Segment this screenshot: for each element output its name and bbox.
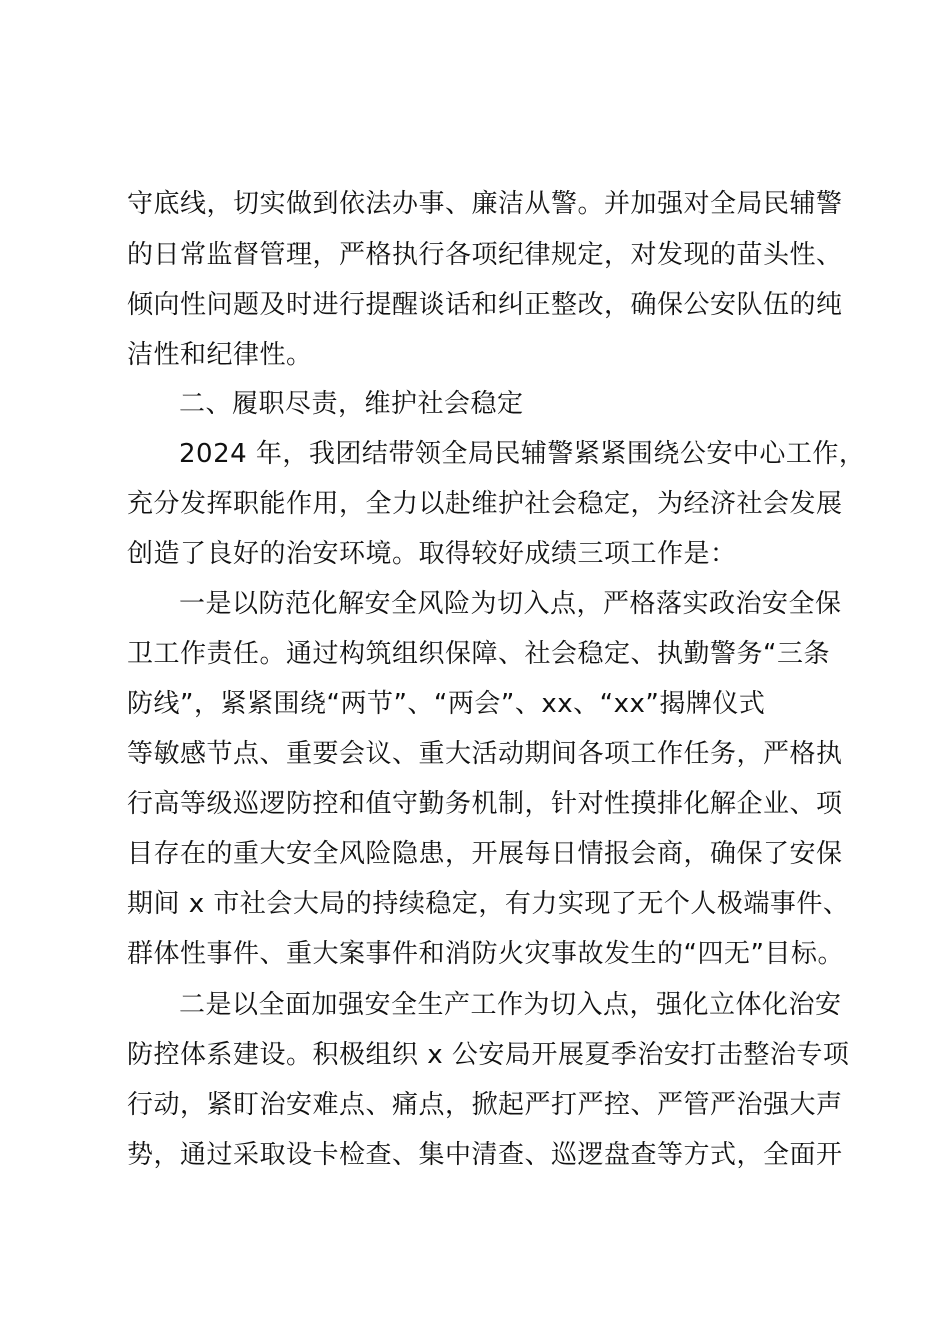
paragraph-line: 行高等级巡逻防控和值守勤务机制，针对性摸排化解企业、项 — [127, 789, 843, 819]
paragraph-line: 洁性和纪律性。 — [127, 340, 313, 370]
paragraph-line: 期间 x 市社会大局的持续稳定，有力实现了无个人极端事件、 — [127, 889, 850, 919]
paragraph-line: 2024 年，我团结带领全局民辅警紧紧围绕公安中心工作， — [179, 439, 866, 469]
paragraph-line: 创造了良好的治安环境。取得较好成绩三项工作是： — [127, 539, 737, 569]
paragraph-line: 守底线，切实做到依法办事、廉洁从警。并加强对全局民辅警 — [127, 189, 843, 219]
paragraph-line: 卫工作责任。通过构筑组织保障、社会稳定、执勤警务“三条 — [127, 639, 830, 669]
paragraph-line: 一是以防范化解安全风险为切入点，严格落实政治安全保 — [179, 589, 842, 619]
paragraph-line: 等敏感节点、重要会议、重大活动期间各项工作任务，严格执 — [127, 739, 843, 769]
section-heading: 二、履职尽责，维护社会稳定 — [179, 389, 524, 419]
paragraph-line: 的日常监督管理，严格执行各项纪律规定，对发现的苗头性、 — [127, 240, 843, 270]
paragraph-line: 充分发挥职能作用，全力以赴维护社会稳定，为经济社会发展 — [127, 489, 843, 519]
paragraph-line: 目存在的重大安全风险隐患，开展每日情报会商，确保了安保 — [127, 839, 843, 869]
paragraph-line: 防控体系建设。积极组织 x 公安局开展夏季治安打击整治专项 — [127, 1040, 850, 1070]
paragraph-line: 防线”，紧紧围绕“两节”、“两会”、xx、“xx”揭牌仪式 — [127, 689, 766, 719]
paragraph-line: 群体性事件、重大案事件和消防火灾事故发生的“四无”目标。 — [127, 939, 844, 969]
paragraph-line: 二是以全面加强安全生产工作为切入点，强化立体化治安 — [179, 990, 842, 1020]
paragraph-line: 倾向性问题及时进行提醒谈话和纠正整改，确保公安队伍的纯 — [127, 290, 843, 320]
paragraph-line: 行动，紧盯治安难点、痛点，掀起严打严控、严管严治强大声 — [127, 1090, 843, 1120]
paragraph-line: 势，通过采取设卡检查、集中清查、巡逻盘查等方式，全面开 — [127, 1140, 843, 1170]
